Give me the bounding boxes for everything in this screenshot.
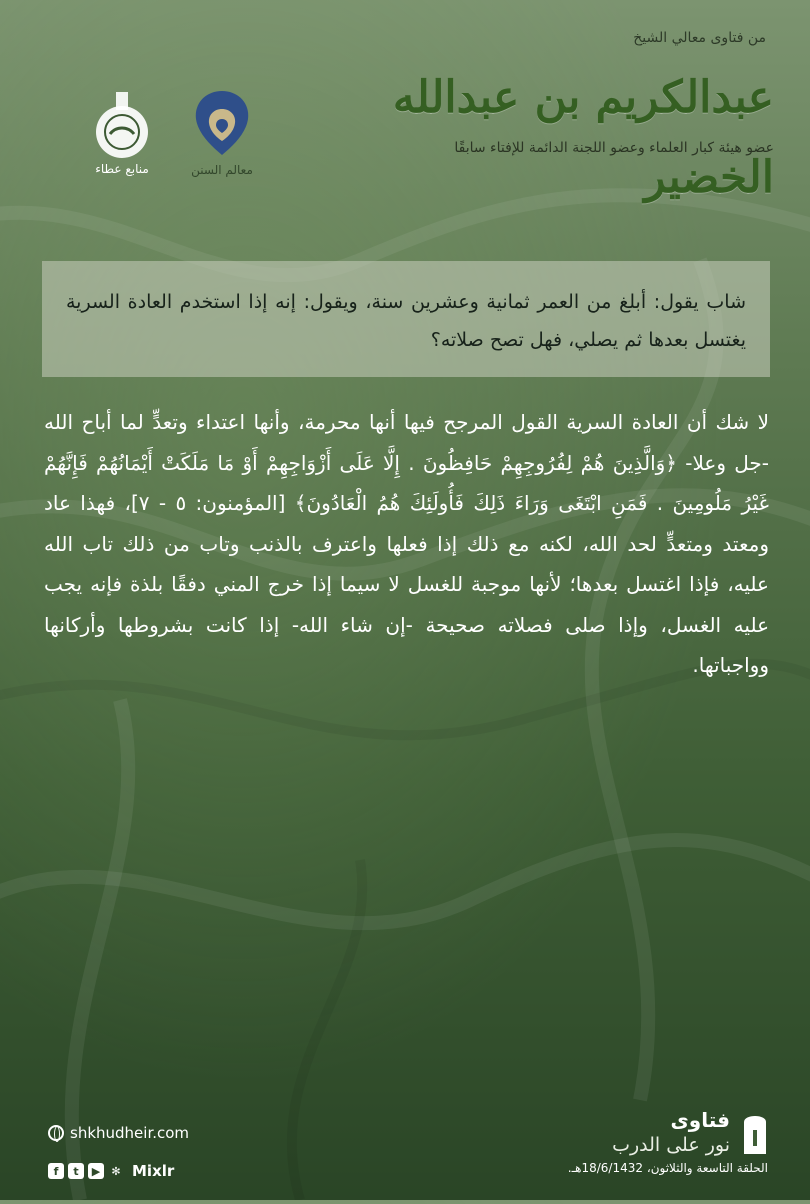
header <box>0 0 810 230</box>
lamp-icon <box>740 1112 770 1156</box>
youtube-icon[interactable]: ▶ <box>88 1163 104 1179</box>
website-row[interactable] <box>48 1122 189 1144</box>
episode-info: الحلقة التاسعة والثلاثون، 18/6/1432هـ. <box>567 1161 768 1175</box>
program-info <box>568 1108 768 1178</box>
question-box <box>42 261 770 377</box>
mixlr-icon[interactable]: ✻ <box>111 1164 121 1178</box>
pre-title: من فتاوى معالي الشيخ <box>633 30 766 46</box>
website-link[interactable]: shkhudheir.com <box>70 1124 190 1142</box>
maalim-alsunan-logo <box>180 85 264 185</box>
program-title-nur: نور على الدرب <box>612 1134 730 1156</box>
manabe-ataa-caption: منابع عطاء <box>95 162 149 176</box>
mixlr-label[interactable]: Mixlr <box>132 1162 175 1180</box>
sheikh-name-calligraphy: عبدالكريم بن عبدالله الخضير <box>392 72 774 203</box>
social-links <box>48 1162 174 1180</box>
facebook-icon[interactable]: f <box>48 1163 64 1179</box>
manabe-ataa-logo <box>90 88 154 184</box>
answer-text: لا شك أن العادة السرية القول المرجح فيها أنها محرمة، وأنها اعتداء وتعدٍّ لما أباح الله -جل وعلا- ﴿وَالَّذِينَ هُمْ لِفُرُوجِهِمْ حَافِظُونَ . إِلَّا عَلَى أَزْوَاجِهِمْ أَوْ مَا مَلَكَتْ أَيْمَانُهُمْ فَإِنَّهُمْ غَيْرُ مَلُومِينَ . فَمَنِ ابْتَغَى وَرَاءَ ذَلِكَ فَأُولَئِكَ هُمُ الْعَادُونَ﴾ [المؤمنون: ٥ - ٧]، فهذا عاد ومعتد ومتعدٍّ لحد الله، لكنه مع ذلك إذا فعلها واعترف بالذنب وتاب من ذلك تاب الله عليه، فإذا اغتسل بعدها؛ لأنها موجبة للغسل لا سيما إذا خرج المني دفقًا بلذة فإنه يجب عليه الغسل، وإذا صلى فصلاته صحيحة -إن شاء الله- إذا كانت بشروطها وأركانها وواجباتها. <box>44 410 769 677</box>
twitter-icon[interactable]: t <box>68 1163 84 1179</box>
program-title-fatawa: فتاوى <box>670 1108 730 1132</box>
sheikh-subtitle: عضو هيئة كبار العلماء وعضو اللجنة الدائمة للإفتاء سابقًا <box>454 140 774 156</box>
maalim-alsunan-caption: معالم السنن <box>191 163 253 177</box>
question-text: شاب يقول: أبلغ من العمر ثمانية وعشرين سنة، ويقول: إنه إذا استخدم العادة السرية يغتسل بعدها ثم يصلي، فهل تصح صلاته؟ <box>66 291 746 351</box>
globe-icon <box>48 1125 64 1141</box>
